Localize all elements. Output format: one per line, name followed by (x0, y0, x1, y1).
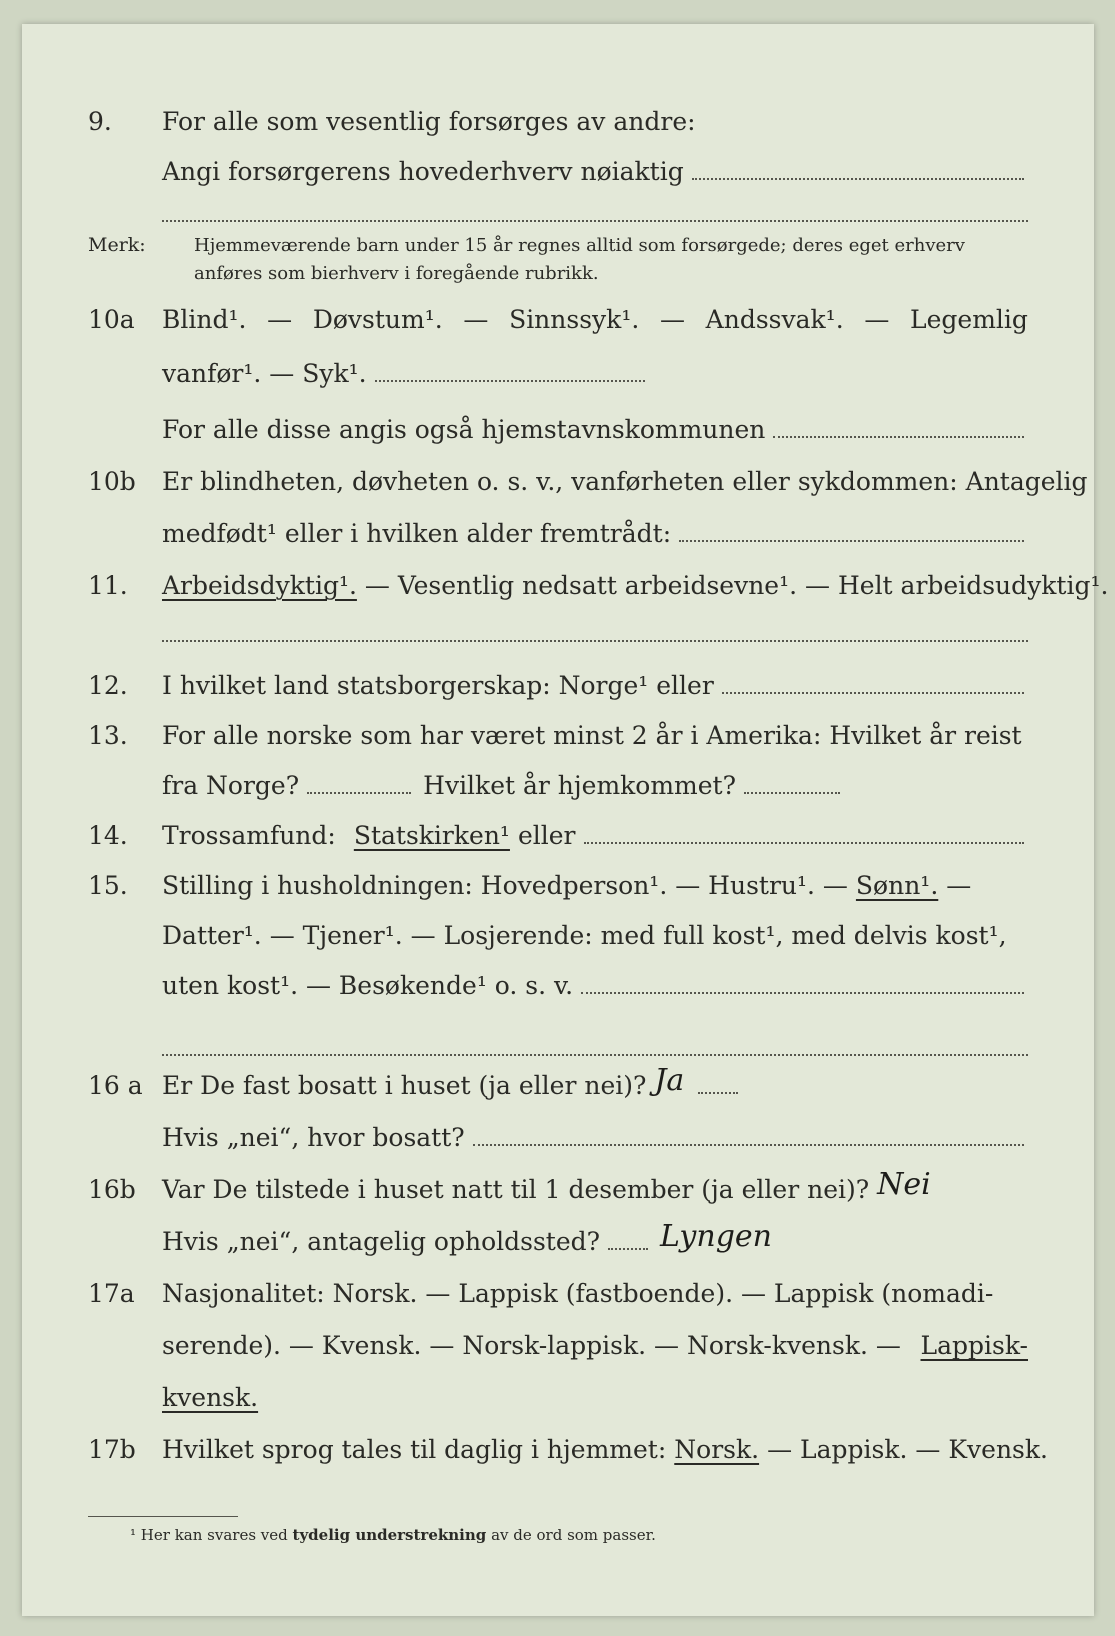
question-16b-line-1 (22, 1168, 1094, 1210)
question-text: Er blindheten, døvheten o. s. v., vanførheten eller sykdommen: Antagelig (162, 467, 1088, 496)
answer-field[interactable] (679, 540, 1024, 542)
question-text: I hvilket land statsborgerskap: Norge¹ eller (162, 671, 714, 700)
merk-text: Hjemmeværende barn under 15 år regnes alltid som forsørgede; deres eget erhverv (194, 235, 965, 256)
question-10b-line-2 (22, 512, 1094, 554)
question-text: Var De tilstede i huset natt til 1 desember (ja eller nei)? (162, 1175, 870, 1204)
selected-option: Sønn¹. (855, 871, 939, 900)
question-15-line-3 (22, 964, 1094, 1006)
question-text: Er De fast bosatt i huset (ja eller nei)? (162, 1071, 647, 1100)
merk-note-line-2 (22, 248, 1094, 290)
footnote-text: av de ord som passer. (491, 1526, 656, 1544)
handwritten-answer: Ja (654, 1063, 685, 1098)
question-11-line-1 (22, 564, 1109, 606)
question-14-line (22, 814, 1094, 856)
question-13-line-1 (22, 714, 1094, 756)
footnote-mark: ¹ (130, 1526, 137, 1544)
separator: — (463, 305, 489, 334)
question-16a-line-1 (22, 1064, 1094, 1106)
option-text: Legemlig (910, 305, 1028, 334)
question-number: 11. (88, 571, 128, 600)
selected-option: kvensk. (162, 1383, 259, 1412)
question-text: Angi forsørgerens hovederhverv nøiaktig (162, 157, 684, 186)
answer-field[interactable] (162, 640, 1028, 642)
answer-field[interactable] (692, 178, 1024, 180)
question-16a-line-2 (22, 1116, 1094, 1158)
answer-field[interactable] (473, 1144, 1024, 1146)
question-17a-line-2 (22, 1324, 1094, 1366)
question-17b-line (22, 1428, 1094, 1470)
separator: — (864, 305, 890, 334)
question-number: 14. (88, 821, 128, 850)
merk-text: anføres som bierhverv i foregående rubrikk. (194, 263, 599, 284)
answer-field[interactable] (584, 842, 1025, 844)
selected-option: Statskirken¹ (353, 821, 510, 850)
option-text: Andssvak¹. (705, 305, 844, 334)
question-10b-line-1 (22, 460, 1094, 502)
answer-field[interactable] (581, 992, 1024, 994)
question-9-line-2 (22, 150, 1094, 192)
question-13-line-2 (22, 764, 1094, 806)
question-number: 17a (88, 1279, 135, 1308)
footnote-rule (88, 1516, 238, 1517)
question-text: serende). — Kvensk. — Norsk-lappisk. — Norsk-kvensk. — (162, 1331, 901, 1360)
question-number: 9. (88, 107, 112, 136)
question-text: eller (517, 821, 576, 850)
merk-label: Merk: (88, 234, 146, 256)
question-number: 17b (88, 1435, 136, 1464)
question-9-line-1 (22, 100, 1094, 142)
answer-field[interactable] (722, 692, 1024, 694)
question-text: — Lappisk. — Kvensk. (767, 1435, 1048, 1464)
answer-field[interactable] (698, 1092, 738, 1094)
question-text: Hvilket sprog tales til daglig i hjemmet: (162, 1435, 667, 1464)
question-15-line-2 (22, 914, 1094, 956)
question-17a-line-1 (22, 1272, 1094, 1314)
question-17a-line-3 (22, 1376, 1094, 1418)
answer-field[interactable] (773, 436, 1024, 438)
question-number: 16b (88, 1175, 136, 1204)
question-number: 10b (88, 467, 136, 496)
handwritten-answer: Lyngen (660, 1219, 772, 1254)
census-form-page (22, 24, 1109, 1616)
handwritten-answer: Nei (877, 1167, 931, 1202)
question-text: Hvis „nei“, antagelig opholdssted? (162, 1227, 601, 1256)
answer-field[interactable] (375, 380, 645, 382)
question-text: — Vesentlig nedsatt arbeidsevne¹. — Helt arbeidsudyktig¹. (364, 571, 1109, 600)
question-text: uten kost¹. — Besøkende¹ o. s. v. (162, 971, 574, 1000)
answer-field[interactable] (744, 792, 840, 794)
question-text: Trossamfund: (162, 821, 336, 850)
footnote-text: Her kan svares ved (140, 1526, 288, 1544)
question-text: fra Norge? (162, 771, 300, 800)
selected-option: Arbeidsdyktig¹. (162, 571, 357, 600)
question-text: medfødt¹ eller i hvilken alder fremtrådt: (162, 519, 672, 548)
question-number: 12. (88, 671, 128, 700)
footnote-emphasis: tydelig understrekning (292, 1526, 487, 1544)
question-number: 15. (88, 871, 128, 900)
answer-field[interactable] (162, 1054, 1028, 1056)
question-number: 13. (88, 721, 128, 750)
selected-option: Lappisk- (920, 1331, 1028, 1360)
question-text: For alle norske som har været minst 2 år i Amerika: Hvilket år reist (162, 721, 1022, 750)
question-16b-line-2 (22, 1220, 1094, 1262)
separator: — (267, 305, 293, 334)
question-text: Hvilket år hjemkommet? (423, 771, 737, 800)
question-text: For alle som vesentlig forsørges av andre: (162, 107, 696, 136)
selected-option: Norsk. (674, 1435, 760, 1464)
question-text: Nasjonalitet: Norsk. — Lappisk (fastboende). — Lappisk (nomadi- (162, 1279, 994, 1308)
separator: — (659, 305, 685, 334)
question-15-line-1 (22, 864, 1094, 906)
option-text: Sinnssyk¹. (509, 305, 640, 334)
question-text: vanfør¹. — Syk¹. (162, 359, 367, 388)
option-text: Blind¹. (162, 305, 247, 334)
question-text: For alle disse angis også hjemstavnskommunen (162, 415, 766, 444)
question-10a-line-2 (22, 352, 1094, 394)
separator: — (946, 871, 972, 900)
option-text: Døvstum¹. (312, 305, 443, 334)
question-10a-line-1 (22, 298, 1094, 340)
footnote (130, 1526, 656, 1544)
question-12-line (22, 664, 1094, 706)
question-10a-line-3 (22, 408, 1094, 450)
question-text: Datter¹. — Tjener¹. — Losjerende: med full kost¹, med delvis kost¹, (162, 921, 1007, 950)
answer-field[interactable] (608, 1248, 648, 1250)
question-text: Hvis „nei“, hvor bosatt? (162, 1123, 465, 1152)
question-text: Stilling i husholdningen: Hovedperson¹. — Hustru¹. — (162, 871, 848, 900)
question-number: 16 a (88, 1071, 143, 1100)
answer-field[interactable] (307, 792, 411, 794)
question-number: 10a (88, 305, 135, 334)
